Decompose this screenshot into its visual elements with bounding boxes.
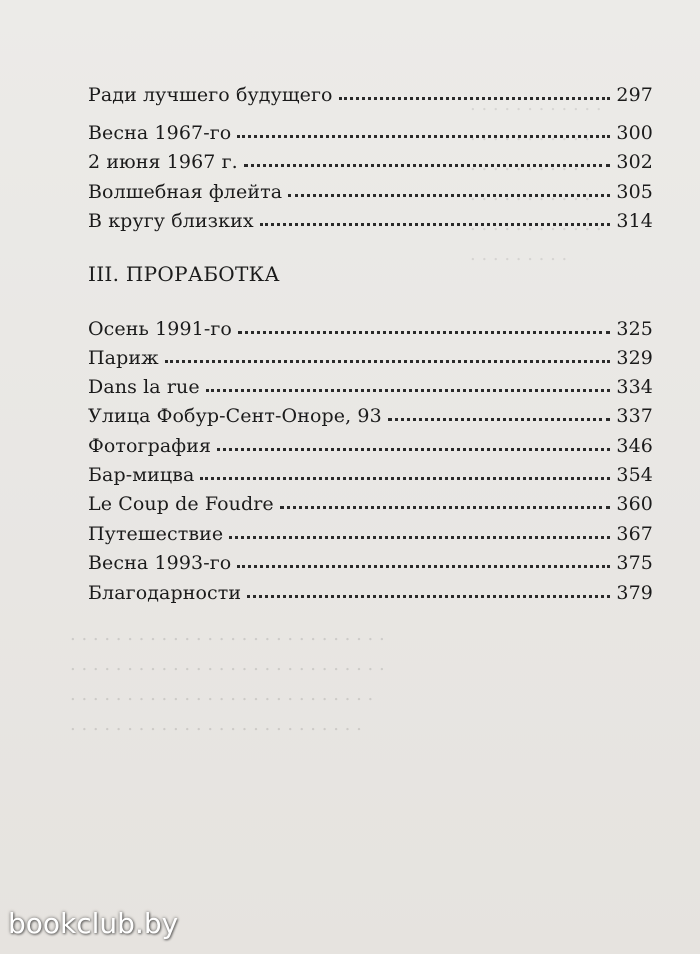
toc-entry-page: 354 — [616, 464, 653, 486]
toc-entry[interactable] — [88, 368, 653, 398]
toc-entry-title: Путешествие — [88, 523, 224, 545]
toc-leader-dots — [280, 506, 611, 509]
toc-entry[interactable] — [88, 173, 653, 203]
toc-entry[interactable] — [88, 339, 653, 369]
toc-entry[interactable] — [88, 574, 653, 604]
toc-leader-dots — [238, 331, 610, 334]
toc-entry-title: Ради лучшего будущего — [88, 84, 333, 106]
toc-entry[interactable] — [88, 310, 653, 340]
toc-entry[interactable] — [88, 456, 653, 486]
toc-entry[interactable] — [88, 202, 653, 232]
toc-entry-page: 360 — [616, 493, 653, 515]
watermark: bookclub.by — [8, 907, 179, 940]
toc-leader-dots — [217, 448, 610, 451]
toc-entry-page: 297 — [616, 84, 653, 106]
toc-entry-title: Бар-мицва — [88, 464, 195, 486]
section-heading: III. ПРОРАБОТКА — [88, 262, 280, 286]
toc-entry-title: В кругу близких — [88, 210, 254, 232]
toc-entry-title: Волшебная флейта — [88, 181, 283, 203]
toc-entry[interactable] — [88, 143, 653, 173]
toc-leader-dots — [229, 536, 610, 539]
toc-leader-dots — [237, 135, 610, 138]
toc-leader-dots — [206, 389, 611, 392]
toc-entry-title: 2 июня 1967 г. — [88, 151, 238, 173]
toc-leader-dots — [388, 418, 611, 421]
toc-entry-page: 379 — [616, 582, 653, 604]
toc-leader-dots — [260, 223, 611, 226]
toc-entry-page: 346 — [616, 435, 653, 457]
toc-entry-page: 334 — [616, 376, 653, 398]
toc-entry-page: 375 — [616, 552, 653, 574]
toc-entry-title: Париж — [88, 347, 159, 369]
toc-leader-dots — [288, 194, 610, 197]
toc-entry-title: Благодарности — [88, 582, 242, 604]
toc-entry-page: 337 — [616, 405, 653, 427]
toc-entry-title: Фотография — [88, 435, 212, 457]
toc-entry-page: 314 — [616, 210, 653, 232]
toc-entry-title: Le Coup de Foudre — [88, 493, 274, 515]
toc-leader-dots — [244, 164, 611, 167]
toc-entry-page: 329 — [616, 347, 653, 369]
toc-leader-dots — [200, 477, 610, 480]
toc-entry-page: 325 — [616, 318, 653, 340]
show-through-text: . . . . . . . . . . . . . . . . . . . . . . . . . . . . . . . . . . . . . . . . . . . . . . . . . . . . . . . . . . . . . . . . . — [470, 94, 602, 265]
toc-entry[interactable] — [88, 485, 653, 515]
toc-leader-dots — [247, 595, 610, 598]
toc-entry[interactable] — [88, 76, 653, 106]
toc-entry[interactable] — [88, 544, 653, 574]
toc-leader-dots — [165, 360, 611, 363]
toc-leader-dots — [237, 565, 610, 568]
toc-entry-page: 305 — [616, 181, 653, 203]
toc-leader-dots — [339, 97, 611, 100]
toc-entry-page: 367 — [616, 523, 653, 545]
toc-entry[interactable] — [88, 427, 653, 457]
toc-entry-title: Осень 1991-го — [88, 318, 232, 340]
toc-entry-page: 302 — [616, 151, 653, 173]
toc-entry-title: Улица Фобур-Сент-Оноре, 93 — [88, 405, 382, 427]
toc-entry-title: Dans la rue — [88, 376, 200, 398]
toc-entry[interactable] — [88, 114, 653, 144]
toc-entry[interactable] — [88, 397, 653, 427]
toc-entry[interactable] — [88, 515, 653, 545]
show-through-text-lower: . . . . . . . . . . . . . . . . . . . . . . . . . . . . . . . . . . . . . . . . . . . . . . . . . . . . . . . . . . . . . . . . . . . . . . . . . . . . . . . . . . . . . . . . . . . . . . . . . . . . . . . . . . . . . — [70, 624, 385, 735]
toc-entry-page: 300 — [616, 122, 653, 144]
toc-entry-title: Весна 1993-го — [88, 552, 232, 574]
toc-entry-title: Весна 1967-го — [88, 122, 232, 144]
